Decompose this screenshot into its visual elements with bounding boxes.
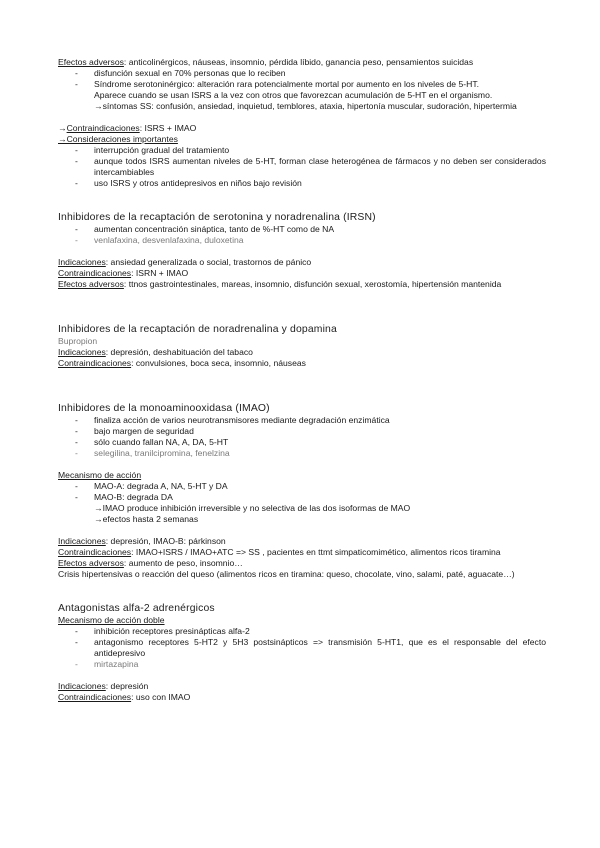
section-heading-imao: Inhibidores de la monoaminooxidasa (IMAO)	[58, 403, 270, 414]
list-item-drugs: - mirtazapina	[75, 659, 139, 669]
list-item-drugs: - venlafaxina, desvenlafaxina, duloxetina	[75, 235, 244, 245]
section-heading-irnd: Inhibidores de la recaptación de noradrenalina y dopamina	[58, 324, 337, 335]
mechanism-label: Mecanismo de acción doble	[58, 615, 165, 625]
indications-line: Indicaciones: depresión, deshabituación del tabaco	[58, 347, 253, 357]
document-page	[58, 57, 546, 703]
contraindications-line: Contraindicaciones: convulsiones, boca seca, insomnio, náuseas	[58, 358, 306, 368]
section-heading-alfa2: Antagonistas alfa-2 adrenérgicos	[58, 603, 215, 614]
list-item: - aunque todos ISRS aumentan niveles de 5-HT, forman clase heterogénea de fármacos y no deben ser considerados intercambiables	[75, 156, 546, 177]
list-item: - bajo margen de seguridad	[75, 426, 194, 436]
list-item: - finaliza acción de varios neurotransmisores mediante degradación enzimática	[75, 415, 390, 425]
contraindications-line: Contraindicaciones: uso con IMAO	[58, 692, 191, 702]
list-item: - Síndrome serotoninérgico: alteración rara potencialmente mortal por aumento en los niveles de 5-HT.	[75, 79, 480, 89]
indications-line: Indicaciones: depresión	[58, 681, 149, 691]
list-item: - uso ISRS y otros antidepresivos en niños bajo revisión	[75, 178, 302, 188]
list-item: - aumentan concentración sináptica, tanto de %-HT como de NA	[75, 224, 335, 234]
considerations-label: →Consideraciones importantes	[58, 134, 178, 144]
contraindications-line: →Contraindicaciones: ISRS + IMAO	[58, 123, 197, 133]
symptoms-line: →síntomas SS: confusión, ansiedad, inquietud, temblores, ataxia, hipertonía muscular, sudoración, hipertermia	[94, 101, 517, 111]
adverse-effects-line	[58, 57, 546, 68]
mechanism-note: →IMAO produce inhibición irreversible y no selectiva de las dos isoformas de MAO	[94, 503, 411, 513]
indications-line: Indicaciones: depresión, IMAO-B: párkinson	[58, 536, 226, 546]
mechanism-note: →efectos hasta 2 semanas	[94, 514, 199, 524]
contraindications-label: Contraindicaciones	[66, 123, 140, 133]
contraindications-line: Contraindicaciones: ISRN + IMAO	[58, 268, 189, 278]
list-item: - MAO-A: degrada A, NA, 5-HT y DA	[75, 481, 228, 491]
list-item: - MAO-B: degrada DA	[75, 492, 173, 502]
indications-line: Indicaciones: ansiedad generalizada o social, trastornos de pánico	[58, 257, 312, 267]
list-item: - inhibición receptores presinápticas alfa-2	[75, 626, 250, 636]
section-heading-irsn: Inhibidores de la recaptación de serotonina y noradrenalina (IRSN)	[58, 212, 376, 223]
list-item: - interrupción gradual del tratamiento	[75, 145, 230, 155]
list-item: - sólo cuando fallan NA, A, DA, 5-HT	[75, 437, 229, 447]
list-item: - disfunción sexual en 70% personas que lo reciben	[75, 68, 286, 78]
adverse-effects-text: : anticolinérgicos, náuseas, insomnio, pérdida líbido, ganancia peso, pensamientos suicidas	[123, 57, 474, 67]
drug-name: Bupropion	[58, 336, 98, 346]
list-item-drugs: - selegilina, tranilcipromina, fenelzina	[75, 448, 230, 458]
mechanism-label: Mecanismo de acción	[58, 470, 142, 480]
adverse-effects-line: Efectos adversos: aumento de peso, insomnio…	[58, 558, 243, 568]
list-item: - antagonismo receptores 5-HT2 y 5H3 postsinápticos => transmisión 5-HT1, que es el responsable del efecto antidepresivo	[75, 637, 546, 658]
adverse-effects-line: Efectos adversos: ttnos gastrointestinales, mareas, insomnio, disfunción sexual, xerostomía, hipertensión mantenida	[58, 279, 502, 289]
crisis-line: Crisis hipertensivas o reacción del queso (alimentos ricos en tiramina: queso, chocolate, vino, salami, paté, aguacate…)	[58, 569, 515, 579]
adverse-effects-label: Efectos adversos	[58, 57, 124, 67]
contraindications-line: Contraindicaciones: IMAO+ISRS / IMAO+ATC => SS , pacientes en ttmt simpaticomimético, alimentos ricos tiramina	[58, 547, 501, 557]
list-item-continuation: Aparece cuando se usan ISRS a la vez con otros que favorezcan acumulación de 5-HT en el organismo.	[94, 90, 493, 100]
